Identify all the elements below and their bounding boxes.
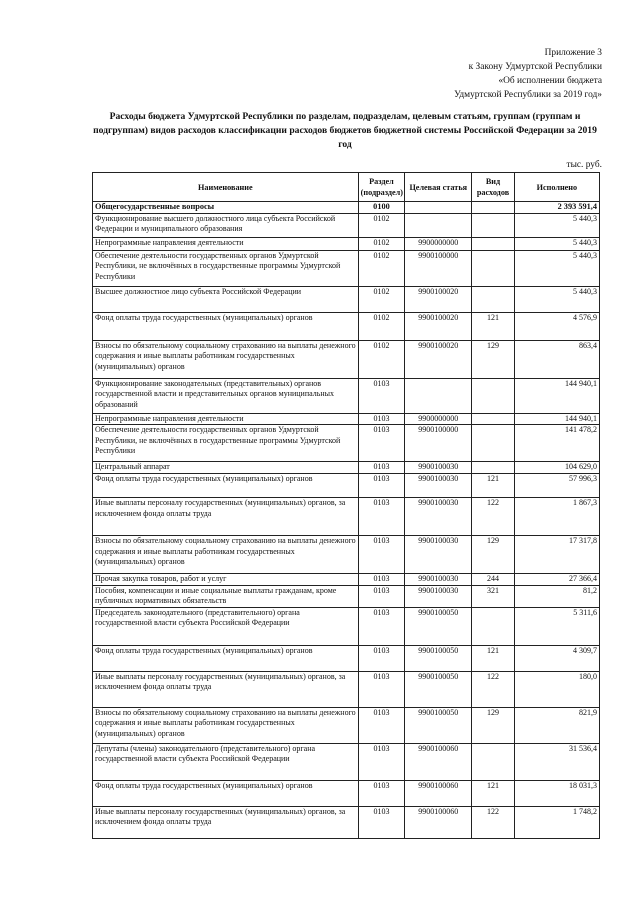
cell-section: 0103 [358,462,405,474]
table-row [93,474,600,498]
table-row [93,780,600,806]
cell-amount: 141 478,2 [514,425,599,462]
cell-target: 9900100030 [405,498,472,536]
cell-kind: 129 [472,536,515,574]
cell-amount: 863,4 [514,340,599,378]
cell-target: 9900100020 [405,286,472,312]
cell-target: 9900100050 [405,645,472,671]
cell-name: Фонд оплаты труда государственных (муниципальных) органов [93,645,359,671]
cell-amount: 821,9 [514,707,599,743]
table-row [93,585,600,607]
cell-name: Фонд оплаты труда государственных (муниципальных) органов [93,780,359,806]
header-name: Наименование [93,173,359,202]
cell-section: 0103 [358,498,405,536]
cell-target [405,213,472,237]
cell-target: 9900100030 [405,474,472,498]
cell-amount: 5 440,3 [514,286,599,312]
cell-section: 0103 [358,806,405,838]
expenditure-table [92,172,600,839]
table-row [93,462,600,474]
header-section: Раздел (подраздел) [358,173,405,202]
table-row [93,743,600,780]
cell-section: 0103 [358,780,405,806]
cell-target: 9900100030 [405,574,472,586]
appendix-line: к Закону Удмуртской Республики [468,62,602,72]
cell-kind: 129 [472,707,515,743]
cell-amount: 81,2 [514,585,599,607]
table-row [93,286,600,312]
cell-section: 0103 [358,645,405,671]
cell-kind [472,378,515,413]
cell-name: Обеспечение деятельности государственных органов Удмуртской Республики, не включённых в государственные программы Удмуртской Республики [93,250,359,286]
table-row [93,213,600,237]
document-title: Расходы бюджета Удмуртской Республики по разделам, подразделам, целевым статьям, группам (группам и подгруппам) видов расходов классификации расходов бюджетов бюджетной системы Российской Федерации за 2019 год [93,111,597,150]
cell-section: 0103 [358,378,405,413]
cell-kind [472,425,515,462]
cell-section: 0102 [358,250,405,286]
cell-amount: 1 867,3 [514,498,599,536]
cell-amount: 144 940,1 [514,413,599,425]
cell-target: 9900100050 [405,607,472,645]
cell-kind: 129 [472,340,515,378]
table-row [93,498,600,536]
cell-target: 9900100000 [405,425,472,462]
cell-amount: 57 996,3 [514,474,599,498]
cell-kind: 122 [472,498,515,536]
cell-kind [472,286,515,312]
cell-amount: 27 366,4 [514,574,599,586]
cell-kind [472,413,515,425]
appendix-line: Удмуртской Республики за 2019 год» [454,90,602,100]
cell-name: Фонд оплаты труда государственных (муниципальных) органов [93,312,359,340]
cell-target: 9900100030 [405,585,472,607]
cell-name: Пособия, компенсации и иные социальные выплаты гражданам, кроме публичных нормативных обязательств [93,585,359,607]
cell-amount: 5 440,3 [514,237,599,250]
cell-section: 0102 [358,312,405,340]
table-row [93,312,600,340]
cell-name: Председатель законодательного (представительного) органа государственной власти субъекта Российской Федерации [93,607,359,645]
table-row [93,806,600,838]
cell-amount: 144 940,1 [514,378,599,413]
cell-section: 0100 [358,202,405,214]
cell-name: Общегосударственные вопросы [93,202,359,214]
cell-name: Иные выплаты персоналу государственных (муниципальных) органов, за исключением фонда оплаты труда [93,498,359,536]
cell-kind [472,607,515,645]
cell-target: 9900100050 [405,707,472,743]
cell-section: 0103 [358,474,405,498]
table-row [93,413,600,425]
cell-kind [472,250,515,286]
cell-kind: 121 [472,780,515,806]
cell-name: Обеспечение деятельности государственных органов Удмуртской Республики, не включённых в государственные программы Удмуртской Республики [93,425,359,462]
cell-name: Непрограммные направления деятельности [93,413,359,425]
cell-kind [472,462,515,474]
cell-kind: 121 [472,474,515,498]
cell-section: 0102 [358,213,405,237]
table-row [93,671,600,707]
cell-amount: 5 440,3 [514,250,599,286]
cell-target: 9900100020 [405,340,472,378]
cell-name: Прочая закупка товаров, работ и услуг [93,574,359,586]
cell-target: 9900100030 [405,536,472,574]
cell-target: 9900100060 [405,806,472,838]
cell-section: 0103 [358,743,405,780]
appendix-line: Приложение 3 [544,48,602,58]
table-header-row [93,173,600,202]
cell-target: 9900000000 [405,237,472,250]
cell-section: 0103 [358,413,405,425]
table-row [93,574,600,586]
table-row [93,645,600,671]
table-row [93,536,600,574]
cell-kind: 122 [472,806,515,838]
cell-target [405,378,472,413]
cell-amount: 5 311,6 [514,607,599,645]
cell-amount: 4 309,7 [514,645,599,671]
cell-name: Депутаты (члены) законодательного (представительного) органа государственной власти субъекта Российской Федерации [93,743,359,780]
cell-target [405,202,472,214]
cell-kind [472,202,515,214]
cell-target: 9900000000 [405,413,472,425]
cell-amount: 18 031,3 [514,780,599,806]
table-row [93,378,600,413]
cell-kind: 122 [472,671,515,707]
table-row [93,607,600,645]
cell-section: 0102 [358,340,405,378]
cell-amount: 1 748,2 [514,806,599,838]
cell-kind: 321 [472,585,515,607]
cell-target: 9900100060 [405,780,472,806]
cell-kind: 121 [472,312,515,340]
cell-kind [472,743,515,780]
cell-kind: 121 [472,645,515,671]
cell-name: Высшее должностное лицо субъекта Российской Федерации [93,286,359,312]
cell-target: 9900100030 [405,462,472,474]
header-amount: Исполнено [514,173,599,202]
cell-name: Фонд оплаты труда государственных (муниципальных) органов [93,474,359,498]
cell-section: 0103 [358,585,405,607]
cell-section: 0102 [358,237,405,250]
table-row [93,250,600,286]
cell-target: 9900100000 [405,250,472,286]
cell-name: Центральный аппарат [93,462,359,474]
cell-amount: 5 440,3 [514,213,599,237]
appendix-header [362,46,602,102]
cell-amount: 4 576,9 [514,312,599,340]
cell-target: 9900100020 [405,312,472,340]
table-row [93,425,600,462]
cell-target: 9900100050 [405,671,472,707]
cell-name: Взносы по обязательному социальному страхованию на выплаты денежного содержания и иные выплаты работникам государственных (муниципальных) органов [93,536,359,574]
cell-amount: 17 317,8 [514,536,599,574]
cell-section: 0103 [358,425,405,462]
cell-name: Взносы по обязательному социальному страхованию на выплаты денежного содержания и иные выплаты работникам государственных (муниципальных) органов [93,340,359,378]
cell-name: Иные выплаты персоналу государственных (муниципальных) органов, за исключением фонда оплаты труда [93,806,359,838]
cell-target: 9900100060 [405,743,472,780]
cell-amount: 180,0 [514,671,599,707]
cell-name: Функционирование высшего должностного лица субъекта Российской Федерации и муниципального образования [93,213,359,237]
cell-name: Непрограммные направления деятельности [93,237,359,250]
cell-section: 0102 [358,286,405,312]
cell-name: Взносы по обязательному социальному страхованию на выплаты денежного содержания и иные выплаты работникам государственных (муниципальных) органов [93,707,359,743]
cell-kind [472,213,515,237]
header-kind: Вид расходов [472,173,515,202]
cell-section: 0103 [358,574,405,586]
cell-section: 0103 [358,707,405,743]
cell-name: Функционирование законодательных (представительных) органов государственной власти и представительных органов муниципальных образований [93,378,359,413]
cell-kind: 244 [472,574,515,586]
cell-amount: 2 393 591,4 [514,202,599,214]
cell-name: Иные выплаты персоналу государственных (муниципальных) органов, за исключением фонда оплаты труда [93,671,359,707]
unit-label: тыс. руб. [566,160,602,170]
table-row [93,202,600,214]
cell-section: 0103 [358,671,405,707]
cell-amount: 31 536,4 [514,743,599,780]
header-target: Целевая статья [405,173,472,202]
table-row [93,707,600,743]
cell-section: 0103 [358,607,405,645]
table-row [93,340,600,378]
cell-section: 0103 [358,536,405,574]
cell-kind [472,237,515,250]
table-row [93,237,600,250]
cell-amount: 104 629,0 [514,462,599,474]
appendix-line: «Об исполнении бюджета [498,76,602,86]
